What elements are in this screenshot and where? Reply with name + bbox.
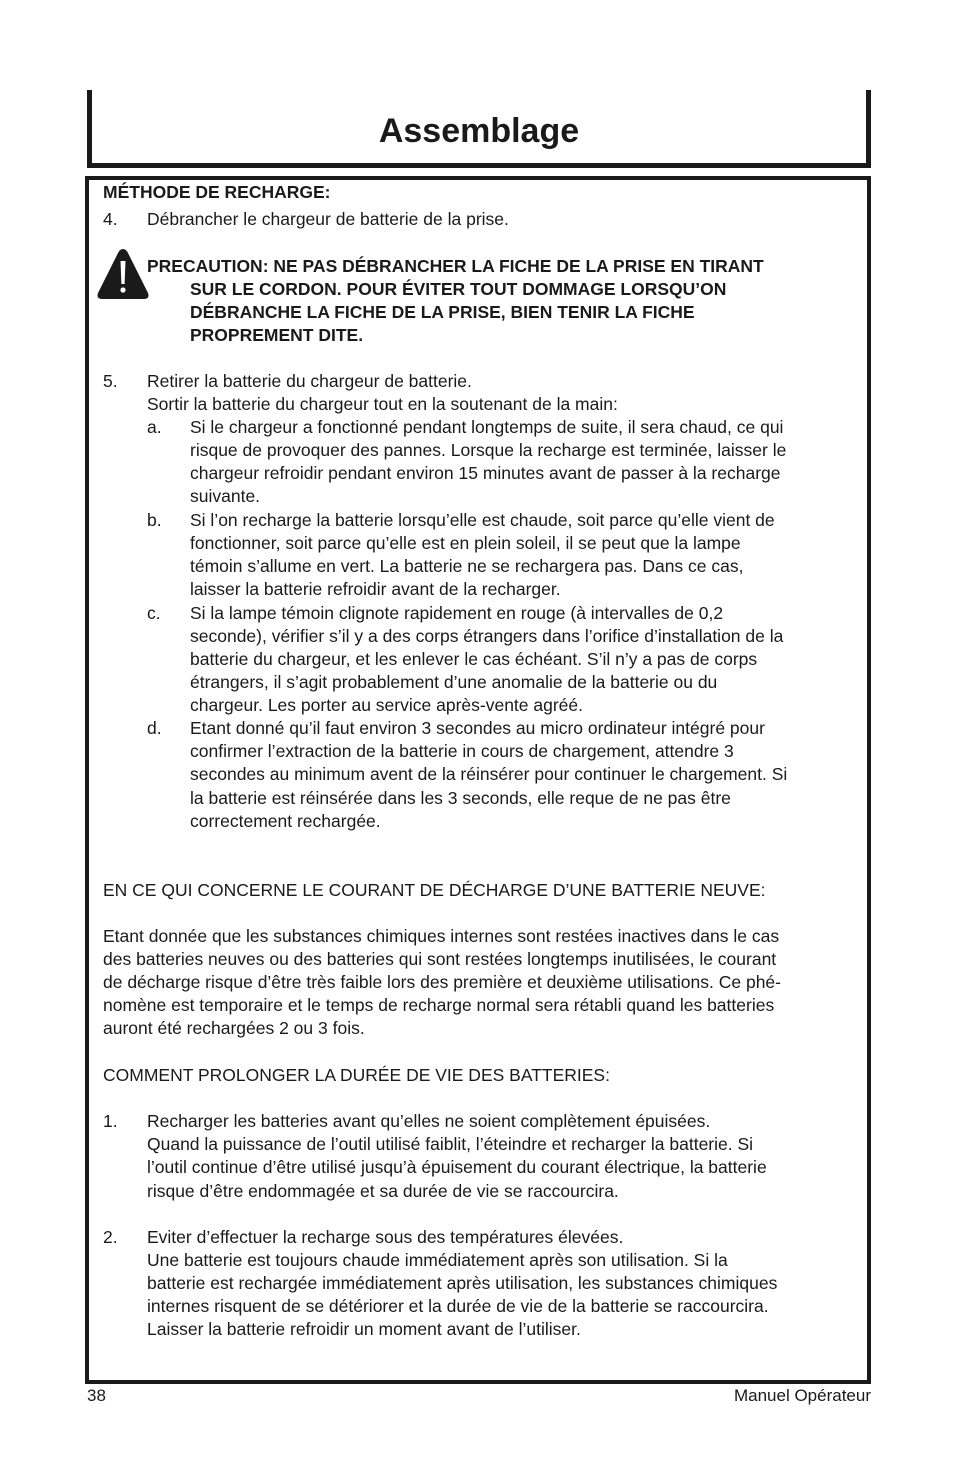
step-4-text: Débrancher le chargeur de batterie de la prise. bbox=[147, 209, 509, 229]
life-item-2-line: Eviter d’effectuer la recharge sous des températures élevées. bbox=[147, 1227, 624, 1247]
sub-item-d-line: confirmer l’extraction de la batterie in cours de chargement, attendre 3 bbox=[190, 741, 734, 761]
caution-line-1: PRECAUTION: NE PAS DÉBRANCHER LA FICHE DE LA PRISE EN TIRANT bbox=[147, 256, 764, 276]
sub-item-d-line: la batterie est réinsérée dans les 3 seconds, elle reque de ne pas être bbox=[190, 788, 731, 808]
sub-item-a-line: Si le chargeur a fonctionné pendant longtemps de suite, il sera chaud, ce qui bbox=[190, 417, 784, 437]
page-number: 38 bbox=[87, 1386, 106, 1405]
sub-item-c-line: chargeur. Les porter au service après-vente agréé. bbox=[190, 695, 583, 715]
sub-item-c-line: seconde), vérifier s’il y a des corps étrangers dans l’orifice d’installation de la bbox=[190, 626, 784, 646]
sub-item-d-line: Etant donné qu’il faut environ 3 secondes au micro ordinateur intégré pour bbox=[190, 718, 765, 738]
life-item-1-line: Quand la puissance de l’outil utilisé faiblit, l’éteindre et recharger la batterie. Si bbox=[147, 1134, 754, 1154]
section-heading-recharge: MÉTHODE DE RECHARGE: bbox=[103, 182, 331, 202]
sub-item-c-line: batterie du chargeur, et les enlever le cas échéant. S’il n’y a pas de corps bbox=[190, 649, 758, 669]
discharge-paragraph-line: de décharge risque d’être très faible lors des première et deuxième utilisations. Ce phé- bbox=[103, 972, 781, 992]
sub-item-b-line: fonctionner, soit parce qu’elle est en plein soleil, il se peut que la lampe bbox=[190, 533, 741, 553]
life-item-2-line: Laisser la batterie refroidir un moment avant de l’utiliser. bbox=[147, 1319, 581, 1339]
sub-item-b-label: b. bbox=[147, 510, 162, 530]
sub-item-a-label: a. bbox=[147, 417, 162, 437]
caution-line-4: PROPREMENT DITE. bbox=[190, 325, 364, 345]
section-heading-discharge: EN CE QUI CONCERNE LE COURANT DE DÉCHARGE D’UNE BATTERIE NEUVE: bbox=[103, 880, 766, 900]
title-box bbox=[87, 90, 871, 168]
caution-line-3: DÉBRANCHE LA FICHE DE LA PRISE, BIEN TENIR LA FICHE bbox=[190, 302, 695, 322]
life-item-1-number: 1. bbox=[103, 1111, 118, 1131]
life-item-2-line: internes risquent de se détériorer et la durée de vie de la batterie se raccourcira. bbox=[147, 1296, 769, 1316]
warning-icon bbox=[96, 247, 150, 301]
life-item-1-line: l’outil continue d’être utilisé jusqu’à épuisement du courant électrique, la batterie bbox=[147, 1157, 767, 1177]
step-5-line-1: Retirer la batterie du chargeur de batterie. bbox=[147, 371, 472, 391]
sub-item-b-line: témoin s’allume en vert. La batterie ne se rechargera pas. Dans ce cas, bbox=[190, 556, 744, 576]
step-5-line-2: Sortir la batterie du chargeur tout en la soutenant de la main: bbox=[147, 394, 618, 414]
caution-line-2: SUR LE CORDON. POUR ÉVITER TOUT DOMMAGE LORSQU’ON bbox=[190, 279, 727, 299]
sub-item-d-label: d. bbox=[147, 718, 162, 738]
sub-item-b-line: laisser la batterie refroidir avant de la recharger. bbox=[190, 579, 561, 599]
section-heading-battery-life: COMMENT PROLONGER LA DURÉE DE VIE DES BATTERIES: bbox=[103, 1065, 610, 1085]
life-item-1-line: risque d’être endommagée et sa durée de vie se raccourcira. bbox=[147, 1181, 619, 1201]
step-5-number: 5. bbox=[103, 371, 118, 391]
sub-item-c-line: étrangers, il s’agit probablement d’une anomalie de la batterie ou du bbox=[190, 672, 718, 692]
sub-item-c-label: c. bbox=[147, 603, 161, 623]
discharge-paragraph-line: nomène est temporaire et le temps de recharge normal sera rétabli quand les batteries bbox=[103, 995, 775, 1015]
life-item-2-line: batterie est rechargée immédiatement après utilisation, les substances chimiques bbox=[147, 1273, 778, 1293]
sub-item-c-line: Si la lampe témoin clignote rapidement en rouge (à intervalles de 0,2 bbox=[190, 603, 724, 623]
sub-item-a-line: risque de provoquer des pannes. Lorsque la recharge est terminée, laisser le bbox=[190, 440, 787, 460]
life-item-2-number: 2. bbox=[103, 1227, 118, 1247]
discharge-paragraph-line: auront été rechargées 2 ou 3 fois. bbox=[103, 1018, 365, 1038]
discharge-paragraph-line: des batteries neuves ou des batteries qui sont restées longtemps inutilisées, le courant bbox=[103, 949, 777, 969]
sub-item-d-line: secondes au minimum avent de la réinsérer pour continuer le chargement. Si bbox=[190, 764, 788, 784]
sub-item-a-line: suivante. bbox=[190, 486, 261, 506]
sub-item-d-line: correctement rechargée. bbox=[190, 811, 381, 831]
manual-title: Manuel Opérateur bbox=[733, 1386, 871, 1405]
sub-item-b-line: Si l’on recharge la batterie lorsqu’elle est chaude, soit parce qu’elle vient de bbox=[190, 510, 775, 530]
life-item-2-line: Une batterie est toujours chaude immédiatement après son utilisation. Si la bbox=[147, 1250, 728, 1270]
discharge-paragraph-line: Etant donnée que les substances chimiques internes sont restées inactives dans le cas bbox=[103, 926, 780, 946]
step-4-number: 4. bbox=[103, 209, 118, 229]
sub-item-a-line: chargeur refroidir pendant environ 15 minutes avant de passer à la recharge bbox=[190, 463, 781, 483]
page-title: Assemblage bbox=[378, 112, 580, 150]
life-item-1-line: Recharger les batteries avant qu’elles ne soient complètement épuisées. bbox=[147, 1111, 711, 1131]
